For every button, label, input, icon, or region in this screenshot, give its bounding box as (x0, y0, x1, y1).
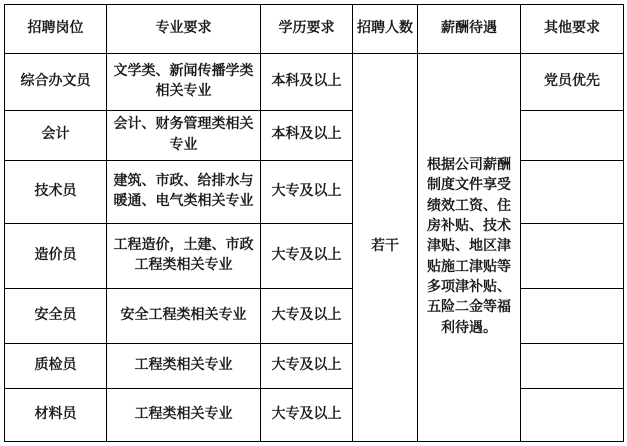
position-cell: 综合办文员 (5, 54, 107, 111)
position-cell: 材料员 (5, 389, 107, 442)
table-row (5, 389, 624, 442)
major-cell: 工程造价，土建、市政工程类相关专业 (107, 224, 261, 289)
table-row (5, 111, 624, 161)
major-cell: 安全工程类相关专业 (107, 289, 261, 344)
position-cell: 技术员 (5, 161, 107, 224)
major-cell: 工程类相关专业 (107, 344, 261, 389)
header-cell-salary: 薪酬待遇 (418, 5, 521, 54)
position-cell: 质检员 (5, 344, 107, 389)
other-cell (521, 224, 624, 289)
table-row (5, 161, 624, 224)
education-cell: 大专及以上 (261, 344, 353, 389)
salary-cell: 根据公司薪酬制度文件享受绩效工资、住房补贴、技术津贴、地区津贴施工津贴等多项津补贴、五险二金等福利待遇。 (418, 54, 521, 442)
education-cell: 大专及以上 (261, 161, 353, 224)
position-cell: 会计 (5, 111, 107, 161)
header-row (5, 5, 624, 54)
header-cell-other: 其他要求 (521, 5, 624, 54)
major-cell: 工程类相关专业 (107, 389, 261, 442)
other-cell (521, 161, 624, 224)
recruitment-table (4, 4, 624, 442)
major-cell: 文学类、新闻传播学类相关专业 (107, 54, 261, 111)
major-cell: 会计、财务管理类相关专业 (107, 111, 261, 161)
major-cell: 建筑、市政、给排水与暖通、电气类相关专业 (107, 161, 261, 224)
education-cell: 本科及以上 (261, 54, 353, 111)
header-cell-major: 专业要求 (107, 5, 261, 54)
other-cell (521, 389, 624, 442)
other-cell (521, 344, 624, 389)
header-cell-headcount: 招聘人数 (353, 5, 418, 54)
position-cell: 安全员 (5, 289, 107, 344)
table-row (5, 289, 624, 344)
table-row (5, 224, 624, 289)
position-cell: 造价员 (5, 224, 107, 289)
other-cell: 党员优先 (521, 54, 624, 111)
education-cell: 本科及以上 (261, 111, 353, 161)
table-row (5, 54, 624, 111)
education-cell: 大专及以上 (261, 224, 353, 289)
header-cell-education: 学历要求 (261, 5, 353, 54)
education-cell: 大专及以上 (261, 289, 353, 344)
table-row (5, 344, 624, 389)
header-cell-position: 招聘岗位 (5, 5, 107, 54)
other-cell (521, 289, 624, 344)
education-cell: 大专及以上 (261, 389, 353, 442)
headcount-cell: 若干 (353, 54, 418, 442)
other-cell (521, 111, 624, 161)
